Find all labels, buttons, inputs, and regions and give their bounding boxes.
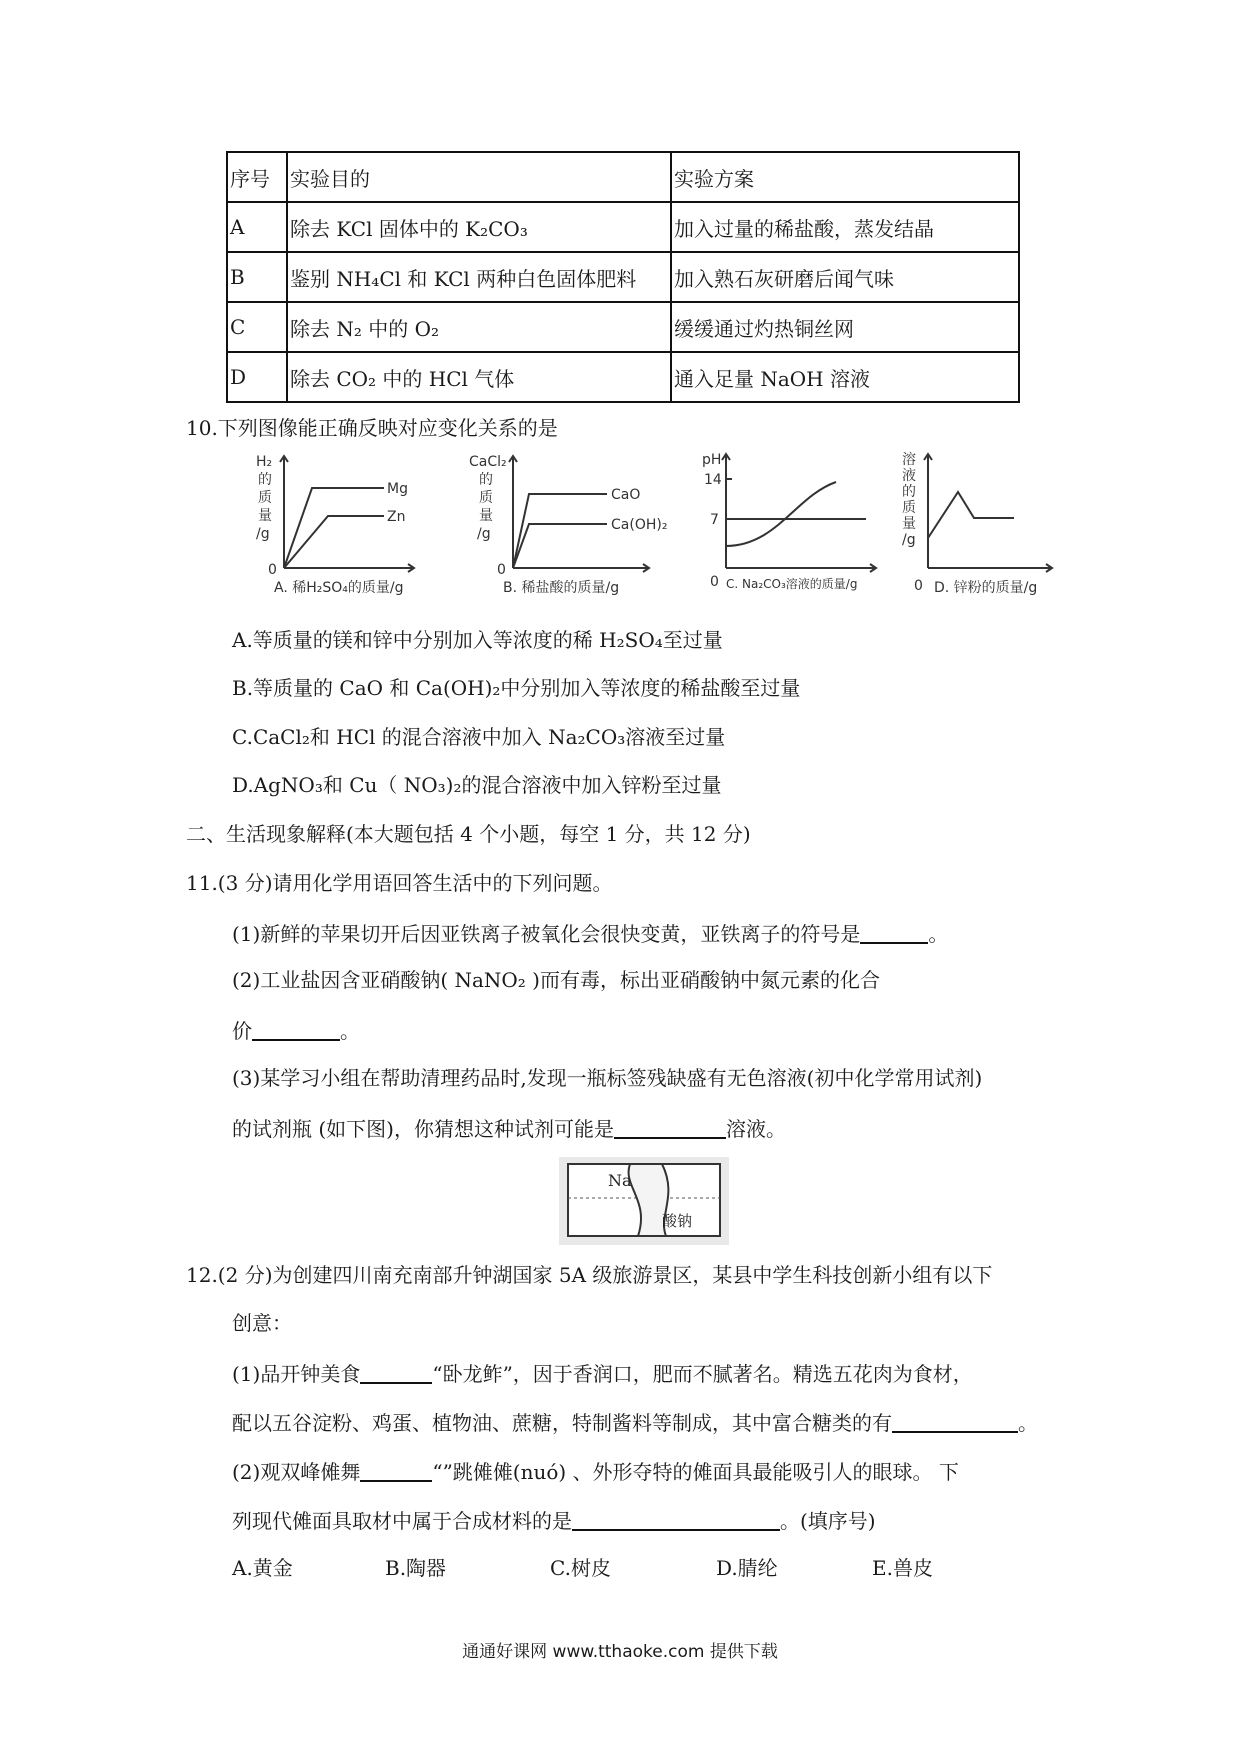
y-axis xyxy=(924,454,932,568)
label-text-suanna: 酸钠 xyxy=(662,1212,693,1230)
q11-part-3-line-2 xyxy=(232,1117,786,1139)
header-cell: 实验方案 xyxy=(671,152,1019,202)
answer-blank[interactable] xyxy=(360,1460,432,1482)
q12-stem-line-1: 12.(2 分)为创建四川南充南部升钟湖国家 5A 级旅游景区，某县中学生科技创新小组有以下 xyxy=(186,1263,993,1287)
x-axis xyxy=(284,564,414,572)
experiment-table xyxy=(226,151,1020,403)
q12-part-1-line-2-end: 。 xyxy=(1018,1411,1038,1435)
x-axis xyxy=(726,564,876,572)
y-axis xyxy=(722,454,730,568)
header-cell: 序号 xyxy=(227,152,287,202)
q11-part-2-line-1: (2)工业盐因含亚硝酸钠( NaNO₂ )而有毒，标出亚硝酸钠中氮元素的化合 xyxy=(232,968,880,992)
q10-option-b: B.等质量的 CaO 和 Ca(OH)₂中分别加入等浓度的稀盐酸至过量 xyxy=(232,676,801,700)
graph-c-ylabel: pH xyxy=(702,452,722,468)
graph-d-line xyxy=(928,492,1014,538)
table-cell: 缓缓通过灼热铜丝网 xyxy=(671,302,1019,352)
graph-b-series-cao: CaO xyxy=(611,487,641,503)
q11-part-3-text: 的试剂瓶 (如下图)，你猜想这种试剂可能是 xyxy=(232,1117,614,1141)
graph-a-ylabel: 质 xyxy=(258,490,272,506)
graph-c xyxy=(696,446,886,606)
header-cell: 实验目的 xyxy=(287,152,671,202)
q12-part-1-line-2 xyxy=(232,1411,1038,1433)
section-2-heading: 二、生活现象解释(本大题包括 4 个小题，每空 1 分，共 12 分) xyxy=(186,822,751,846)
q11-part-2-text: 价 xyxy=(232,1019,252,1043)
x-axis xyxy=(928,564,1052,572)
graph-b-ylabel: 的 xyxy=(479,472,493,488)
q11-part-3-line-1: (3)某学习小组在帮助清理药品时,发现一瓶标签残缺盛有无色溶液(初中化学常用试剂) xyxy=(232,1066,983,1090)
table-cell: 除去 CO₂ 中的 HCl 气体 xyxy=(287,352,671,402)
table-cell: 除去 KCl 固体中的 K₂CO₃ xyxy=(287,202,671,252)
graph-b-ylabel: 质 xyxy=(479,490,493,506)
q12-choice-e: E.兽皮 xyxy=(872,1556,933,1580)
graph-b-xlabel: B. 稀盐酸的质量/g xyxy=(503,580,620,596)
q12-part-2-line-2-end: 。(填序号) xyxy=(780,1509,876,1533)
q11-part-2-line-2 xyxy=(232,1019,360,1041)
graph-b-origin: 0 xyxy=(497,562,506,578)
graph-c-tick-7: 7 xyxy=(710,512,719,528)
answer-blank[interactable] xyxy=(892,1411,1018,1433)
answer-blank[interactable] xyxy=(614,1117,726,1139)
q12-stem-line-2: 创意： xyxy=(232,1311,292,1335)
graph-d-xlabel: D. 锌粉的质量/g xyxy=(934,580,1038,596)
graph-a-ylabel: /g xyxy=(256,526,270,542)
graph-c-rising-curve xyxy=(726,482,836,546)
graph-d-origin: 0 xyxy=(914,578,923,594)
table-cell: 鉴别 NH₄Cl 和 KCl 两种白色固体肥料 xyxy=(287,252,671,302)
graph-b-ylabel: 量 xyxy=(479,508,493,524)
q12-part-1-line-2-text: 配以五谷淀粉、鸡蛋、植物油、蔗糖，特制酱料等制成，其中富合糖类的有 xyxy=(232,1411,892,1435)
answer-blank[interactable] xyxy=(252,1019,340,1041)
q12-part-2-line-1 xyxy=(232,1460,959,1482)
graph-d-ylabel: 溶 xyxy=(902,452,916,468)
q12-part-2-line-2 xyxy=(232,1509,876,1531)
label-text-na: Na xyxy=(608,1171,632,1190)
q12-part-1-line-1 xyxy=(232,1362,973,1384)
graph-c-xlabel: C. Na₂CO₃溶液的质量/g xyxy=(726,577,858,591)
q10-stem: 10.下列图像能正确反映对应变化关系的是 xyxy=(186,416,558,440)
q10-graphs xyxy=(244,446,1064,606)
q12-choice-b: B.陶器 xyxy=(385,1556,447,1580)
reagent-label-image xyxy=(558,1156,730,1246)
graph-a-series-zn: Zn xyxy=(387,509,406,525)
q12-part-2-line-2-text: 列现代傩面具取材中属于合成材料的是 xyxy=(232,1509,572,1533)
q12-part-1-text-b: “卧龙鲊”，因于香润口，肥而不腻著名。精选五花肉为食材， xyxy=(432,1362,973,1386)
y-axis xyxy=(280,456,288,568)
q11-part-2-end: 。 xyxy=(340,1019,360,1043)
q12-choice-a: A.黄金 xyxy=(232,1556,293,1580)
table-cell: A xyxy=(227,202,287,252)
graph-b xyxy=(469,446,679,606)
q11-part-1-text: (1)新鲜的苹果切开后因亚铁离子被氧化会很快变黄，亚铁离子的符号是 xyxy=(232,922,861,946)
q12-choice-d: D.腈纶 xyxy=(716,1556,778,1580)
table-header-row xyxy=(227,152,1019,202)
q12-choice-c: C.树皮 xyxy=(550,1556,611,1580)
q11-part-1-end: 。 xyxy=(928,922,949,946)
graph-a-ylabel: 的 xyxy=(258,472,272,488)
graph-d-ylabel: 的 xyxy=(902,484,916,500)
answer-blank[interactable] xyxy=(860,922,928,944)
graph-d-ylabel: /g xyxy=(902,532,916,548)
table-cell: 加入过量的稀盐酸，蒸发结晶 xyxy=(671,202,1019,252)
graph-a xyxy=(244,446,444,606)
q12-part-2-text: (2)观双峰傩舞 xyxy=(232,1460,361,1484)
table-row xyxy=(227,202,1019,252)
table-cell: D xyxy=(227,352,287,402)
q11-part-3-end: 溶液。 xyxy=(725,1117,786,1141)
table-cell: 加入熟石灰研磨后闻气味 xyxy=(671,252,1019,302)
graph-b-ylabel: /g xyxy=(477,526,491,542)
graph-b-caoh2-line xyxy=(513,524,607,568)
graph-b-ylabel: CaCl₂ xyxy=(469,454,507,470)
table-cell: 通入足量 NaOH 溶液 xyxy=(671,352,1019,402)
graph-c-origin: 0 xyxy=(710,574,719,590)
graph-d-ylabel: 质 xyxy=(902,500,916,516)
q10-option-d: D.AgNO₃和 Cu（ NO₃)₂的混合溶液中加入锌粉至过量 xyxy=(232,773,722,797)
x-axis xyxy=(513,564,649,572)
table-row xyxy=(227,302,1019,352)
q12-part-2-text-b: “”跳傩傩(nuó) 、外形夺特的傩面具最能吸引人的眼球。 下 xyxy=(432,1460,959,1484)
graph-a-series-mg: Mg xyxy=(387,481,408,497)
graph-a-ylabel: H₂ xyxy=(256,454,273,470)
graph-d xyxy=(902,446,1062,606)
footer-text: 通通好课网 www.tthaoke.com 提供下载 xyxy=(462,1642,778,1662)
table-row xyxy=(227,252,1019,302)
q11-stem: 11.(3 分)请用化学用语回答生活中的下列问题。 xyxy=(186,871,613,895)
graph-c-tick-14: 14 xyxy=(704,472,722,488)
table-row xyxy=(227,352,1019,402)
table-cell: 除去 N₂ 中的 O₂ xyxy=(287,302,671,352)
graph-b-series-caoh2: Ca(OH)₂ xyxy=(611,517,668,533)
table-cell: B xyxy=(227,252,287,302)
q12-part-1-text: (1)品开钟美食 xyxy=(232,1362,361,1386)
graph-d-ylabel: 液 xyxy=(902,468,916,484)
table-cell: C xyxy=(227,302,287,352)
graph-a-origin: 0 xyxy=(268,562,277,578)
q10-option-c: C.CaCl₂和 HCl 的混合溶液中加入 Na₂CO₃溶液至过量 xyxy=(232,725,726,749)
graph-a-ylabel: 量 xyxy=(258,508,272,524)
answer-blank[interactable] xyxy=(360,1362,432,1384)
graph-d-ylabel: 量 xyxy=(902,516,916,532)
q10-option-a: A.等质量的镁和锌中分别加入等浓度的稀 H₂SO₄至过量 xyxy=(232,628,723,652)
graph-a-mg-line xyxy=(284,488,384,568)
q11-part-1 xyxy=(232,922,948,944)
graph-a-xlabel: A. 稀H₂SO₄的质量/g xyxy=(274,580,404,596)
answer-blank[interactable] xyxy=(572,1509,780,1531)
